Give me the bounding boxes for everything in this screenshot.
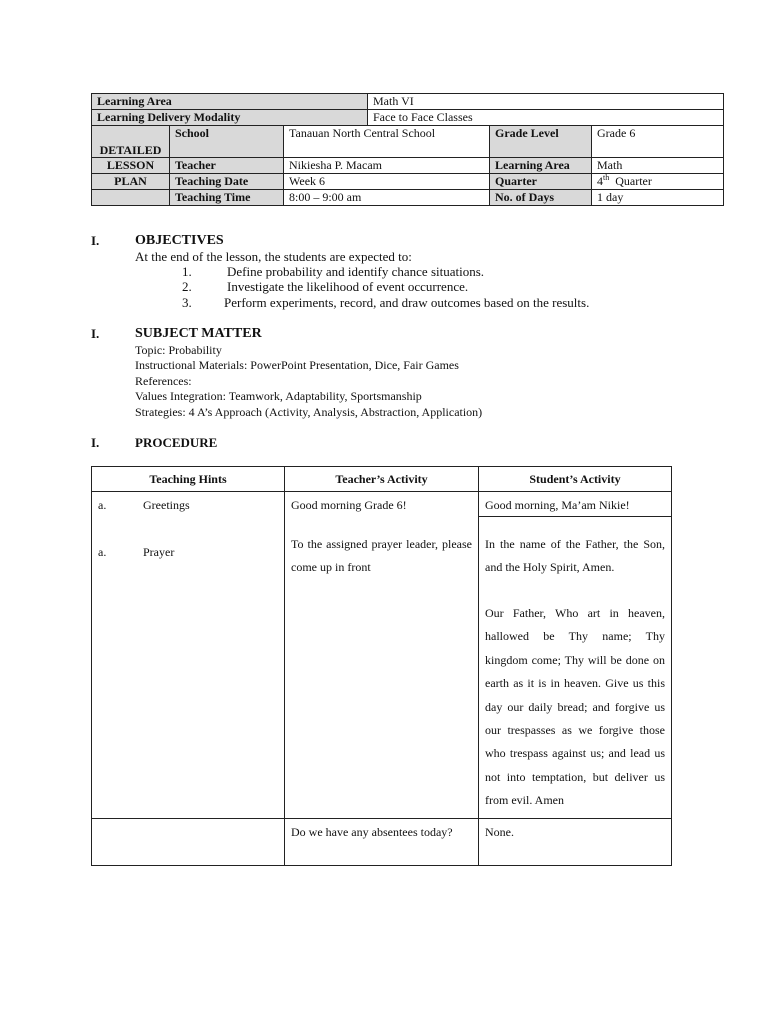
objectives-numeral: I.: [91, 233, 100, 248]
prayer-letter: a.: [98, 545, 107, 559]
school-value: Tanauan North Central School: [284, 126, 490, 158]
hints-cell-empty: [92, 819, 285, 866]
subject-strategies: Strategies: 4 A’s Approach (Activity, Analysis, Abstraction, Application): [135, 405, 483, 419]
plan-label-detailed: DETAILED: [92, 126, 170, 158]
subject-topic: Topic: Probability: [135, 343, 222, 357]
objective-3-text: Perform experiments, record, and draw outcomes based on the results.: [224, 295, 590, 310]
objectives-title: OBJECTIVES: [135, 233, 224, 248]
procedure-table: [91, 466, 672, 866]
quarter-word: Quarter: [609, 174, 652, 188]
header-student-activity: Student’s Activity: [479, 467, 672, 492]
teacher-activity-cell: [285, 492, 479, 819]
modality-label: Learning Delivery Modality: [92, 110, 368, 126]
plan-label-blank: [92, 190, 170, 206]
days-value: 1 day: [592, 190, 724, 206]
objectives-intro: At the end of the lesson, the students are expected to:: [135, 249, 412, 264]
teacher-label: Teacher: [170, 158, 284, 174]
student-attendance: None.: [485, 825, 514, 839]
objective-3-number: 3.: [182, 295, 192, 310]
teacher-attendance: Do we have any absentees today?: [291, 825, 453, 839]
header-teaching-hints: Teaching Hints: [92, 467, 285, 492]
teacher-prayer-instruction: To the assigned prayer leader, please come up in front: [291, 537, 472, 575]
subject-materials: Instructional Materials: PowerPoint Presentation, Dice, Fair Games: [135, 358, 459, 372]
greeting-letter: a.: [98, 498, 107, 512]
plan-label-lesson: LESSON: [92, 158, 170, 174]
objective-2-number: 2.: [182, 279, 192, 294]
objective-2-text: Investigate the likelihood of event occurrence.: [227, 279, 469, 294]
procedure-numeral: I.: [91, 435, 100, 450]
subject-matter-title: SUBJECT MATTER: [135, 326, 262, 341]
learning-area-label: Learning Area: [92, 94, 368, 110]
objective-1-number: 1.: [182, 264, 192, 279]
quarter-label: Quarter: [490, 174, 592, 190]
teaching-time-label: Teaching Time: [170, 190, 284, 206]
subject-values: Values Integration: Teamwork, Adaptability, Sportsmanship: [135, 389, 422, 403]
header-teacher-activity: Teacher’s Activity: [285, 467, 479, 492]
teaching-date-value: Week 6: [284, 174, 490, 190]
student-attendance-cell: [479, 819, 672, 866]
quarter-number: 4: [597, 174, 603, 188]
days-label: No. of Days: [490, 190, 592, 206]
subject-references: References:: [135, 374, 192, 388]
modality-value: Face to Face Classes: [368, 110, 724, 126]
teacher-value: Nikiesha P. Macam: [284, 158, 490, 174]
lesson-header-table: [91, 93, 724, 206]
objective-1-text: Define probability and identify chance situations.: [227, 264, 485, 279]
learning-area-label-2: Learning Area: [490, 158, 592, 174]
greeting-hint: Greetings: [143, 498, 190, 512]
subject-matter-numeral: I.: [91, 326, 100, 341]
student-activity-cell: [479, 492, 672, 819]
teacher-attendance-cell: [285, 819, 479, 866]
student-sign-of-cross: In the name of the Father, the Son, and the Holy Spirit, Amen.: [485, 537, 665, 575]
teaching-time-value: 8:00 – 9:00 am: [284, 190, 490, 206]
student-our-father: Our Father, Who art in heaven, hallowed be Thy name; Thy kingdom come; Thy will be done on earth as it is in heaven. Give us this day our daily bread; and forgive us our trespasses as we forgive those who trespass against us; and lead us not into temptation, but deliver us from evil. Amen: [485, 606, 665, 808]
teaching-date-label: Teaching Date: [170, 174, 284, 190]
procedure-title: PROCEDURE: [135, 435, 218, 450]
grade-level-value: Grade 6: [592, 126, 724, 158]
quarter-value: [592, 174, 724, 190]
quarter-suffix: th: [603, 173, 610, 182]
greeting-divider: [478, 516, 672, 517]
prayer-hint: Prayer: [143, 545, 175, 559]
learning-area-value-2: Math: [592, 158, 724, 174]
student-greeting: Good morning, Ma’am Nikie!: [485, 498, 630, 512]
grade-level-label: Grade Level: [490, 126, 592, 158]
learning-area-value: Math VI: [368, 94, 724, 110]
school-label: School: [170, 126, 284, 158]
plan-label-plan: PLAN: [92, 174, 170, 190]
hints-cell: [92, 492, 285, 819]
teacher-greeting: Good morning Grade 6!: [291, 498, 407, 512]
